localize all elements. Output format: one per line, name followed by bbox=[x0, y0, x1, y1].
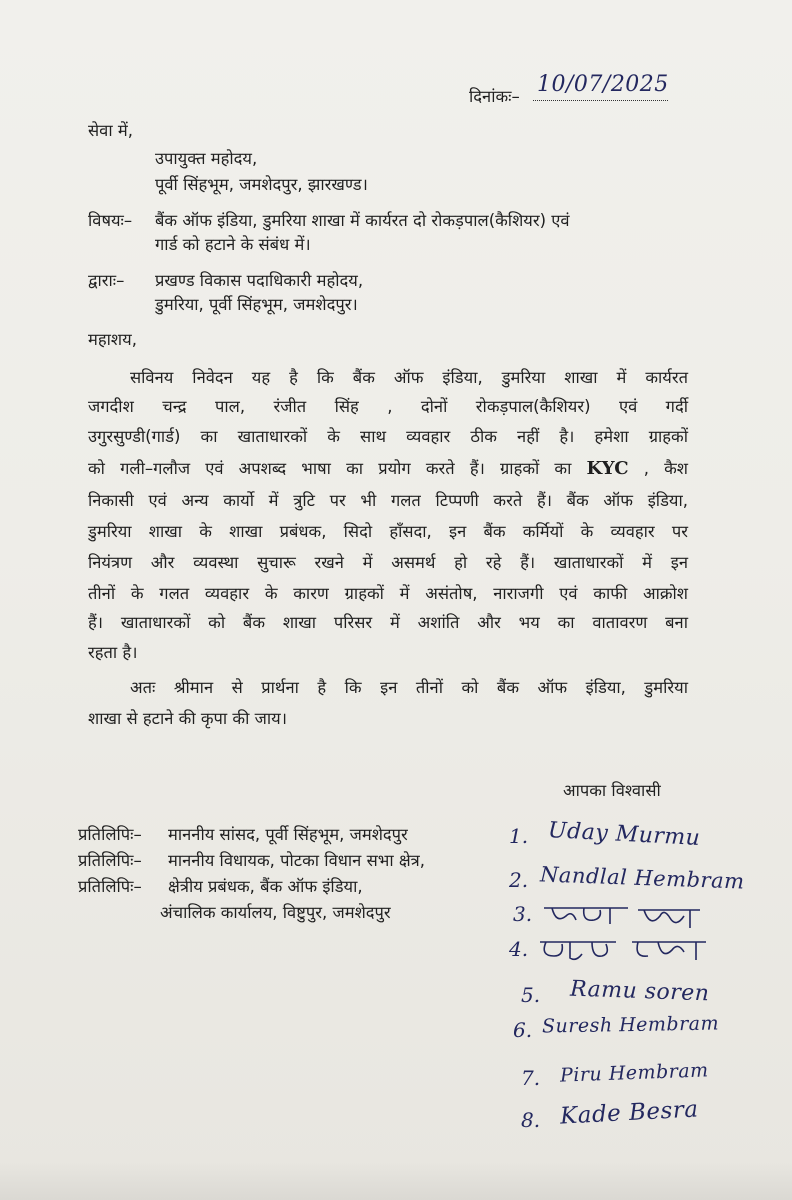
addressee-line-1: उपायुक्त महोदय, bbox=[155, 149, 258, 168]
body-para2-line-1: अतः श्रीमान से प्रार्थना है कि इन तीनों को बैंक ऑफ इंडिया, डुमरिया bbox=[130, 678, 688, 697]
body-para1-line-9: हैं। खाताधारकों को बैंक शाखा परिसर में अशांति और भय का वातावरण बना bbox=[88, 613, 688, 632]
body-para1-line-6: डुमरिया शाखा के शाखा प्रबंधक, सिदो हाँसदा, इन बैंक कर्मियों के व्यवहार पर bbox=[88, 522, 688, 541]
signature-scribble-4 bbox=[536, 932, 716, 966]
addressee-line-2: पूर्वी सिंहभूम, जमशेदपुर, झारखण्ड। bbox=[155, 175, 368, 194]
photo-shadow bbox=[0, 1160, 792, 1200]
body-para1-line-10: रहता है। bbox=[88, 643, 138, 662]
subject-line-1: बैंक ऑफ इंडिया, डुमरिया शाखा में कार्यरत दो रोकड़पाल(कैशियर) एवं bbox=[155, 211, 570, 230]
signature-name-5: Ramu soren bbox=[569, 976, 710, 1007]
body-para1-line-1: सविनय निवेदन यह है कि बैंक ऑफ इंडिया, डुमरिया शाखा में कार्यरत bbox=[130, 368, 688, 387]
through-line-1: प्रखण्ड विकास पदाधिकारी महोदय, bbox=[155, 271, 364, 290]
date-handwritten: 10/07/2025 bbox=[537, 72, 669, 97]
body-para1-line-8: तीनों के गलत व्यवहार के कारण ग्राहकों में असंतोष, नाराजगी एवं काफी आक्रोश bbox=[88, 584, 688, 603]
date-label: दिनांकः– bbox=[469, 87, 520, 106]
body-para1-line-2: जगदीश चन्द्र पाल, रंजीत सिंह , दोनों रोकड़पाल(कैशियर) एवं गर्दी bbox=[88, 397, 688, 416]
body-para1-line-5: निकासी एवं अन्य कार्यो में त्रुटि पर भी गलत टिप्पणी करते हैं। बैंक ऑफ इंडिया, bbox=[88, 491, 688, 510]
signature-name-7: Piru Hembram bbox=[559, 1059, 709, 1087]
copy-label-3: प्रतिलिपिः– bbox=[78, 877, 142, 896]
copy-text-2: माननीय विधायक, पोटका विधान सभा क्षेत्र, bbox=[168, 851, 426, 870]
signature-number-3: 3. bbox=[513, 902, 533, 926]
copy-text-3: क्षेत्रीय प्रबंधक, बैंक ऑफ इंडिया, bbox=[168, 877, 363, 896]
copy-label-2: प्रतिलिपिः– bbox=[78, 851, 142, 870]
signature-number-8: 8. bbox=[521, 1108, 541, 1132]
copy-text-3-line-2: अंचालिक कार्यालय, विष्टुपुर, जमशेदपुर bbox=[160, 903, 391, 922]
date-field bbox=[533, 70, 668, 101]
signature-name-6: Suresh Hembram bbox=[541, 1012, 720, 1038]
body-para1-line-7: नियंत्रण और व्यवस्था सुचारू रखने में असमर्थ हो रहे हैं। खाताधारकों में इन bbox=[88, 553, 688, 572]
signature-number-1: 1. bbox=[509, 824, 529, 848]
signature-number-4: 4. bbox=[509, 937, 529, 961]
signature-number-2: 2. bbox=[509, 868, 529, 892]
body-para2-line-2: शाखा से हटाने की कृपा की जाय। bbox=[88, 709, 287, 728]
copy-text-1: माननीय सांसद, पूर्वी सिंहभूम, जमशेदपुर bbox=[168, 825, 408, 844]
greeting: महाशय, bbox=[88, 330, 137, 349]
to-label: सेवा में, bbox=[88, 121, 133, 140]
copy-label-1: प्रतिलिपिः– bbox=[78, 825, 142, 844]
body-para1-line-3: उगुरसुण्डी(गार्ड) का खाताधारकों के साथ व्यवहार ठीक नहीं है। हमेशा ग्राहकों bbox=[88, 427, 688, 446]
signature-scribble-3 bbox=[540, 898, 720, 932]
signature-number-5: 5. bbox=[521, 983, 541, 1007]
closing: आपका विश्वासी bbox=[563, 781, 661, 800]
body-para1-line-4: को गली–गलौज एवं अपशब्द भाषा का प्रयोग करते हैं। ग्राहकों का KYC , कैश bbox=[88, 458, 688, 479]
signature-name-1: Uday Murmu bbox=[547, 818, 701, 851]
subject-line-2: गार्ड को हटाने के संबंध में। bbox=[155, 235, 311, 254]
signature-name-2: Nandlal Hembram bbox=[539, 862, 745, 894]
subject-label: विषयः– bbox=[88, 211, 133, 230]
through-line-2: डुमरिया, पूर्वी सिंहभूम, जमशेदपुर। bbox=[155, 295, 358, 314]
signature-name-8: Kade Besra bbox=[559, 1096, 700, 1130]
through-label: द्वाराः– bbox=[88, 271, 125, 290]
signature-number-7: 7. bbox=[521, 1066, 541, 1090]
signature-number-6: 6. bbox=[513, 1018, 533, 1042]
